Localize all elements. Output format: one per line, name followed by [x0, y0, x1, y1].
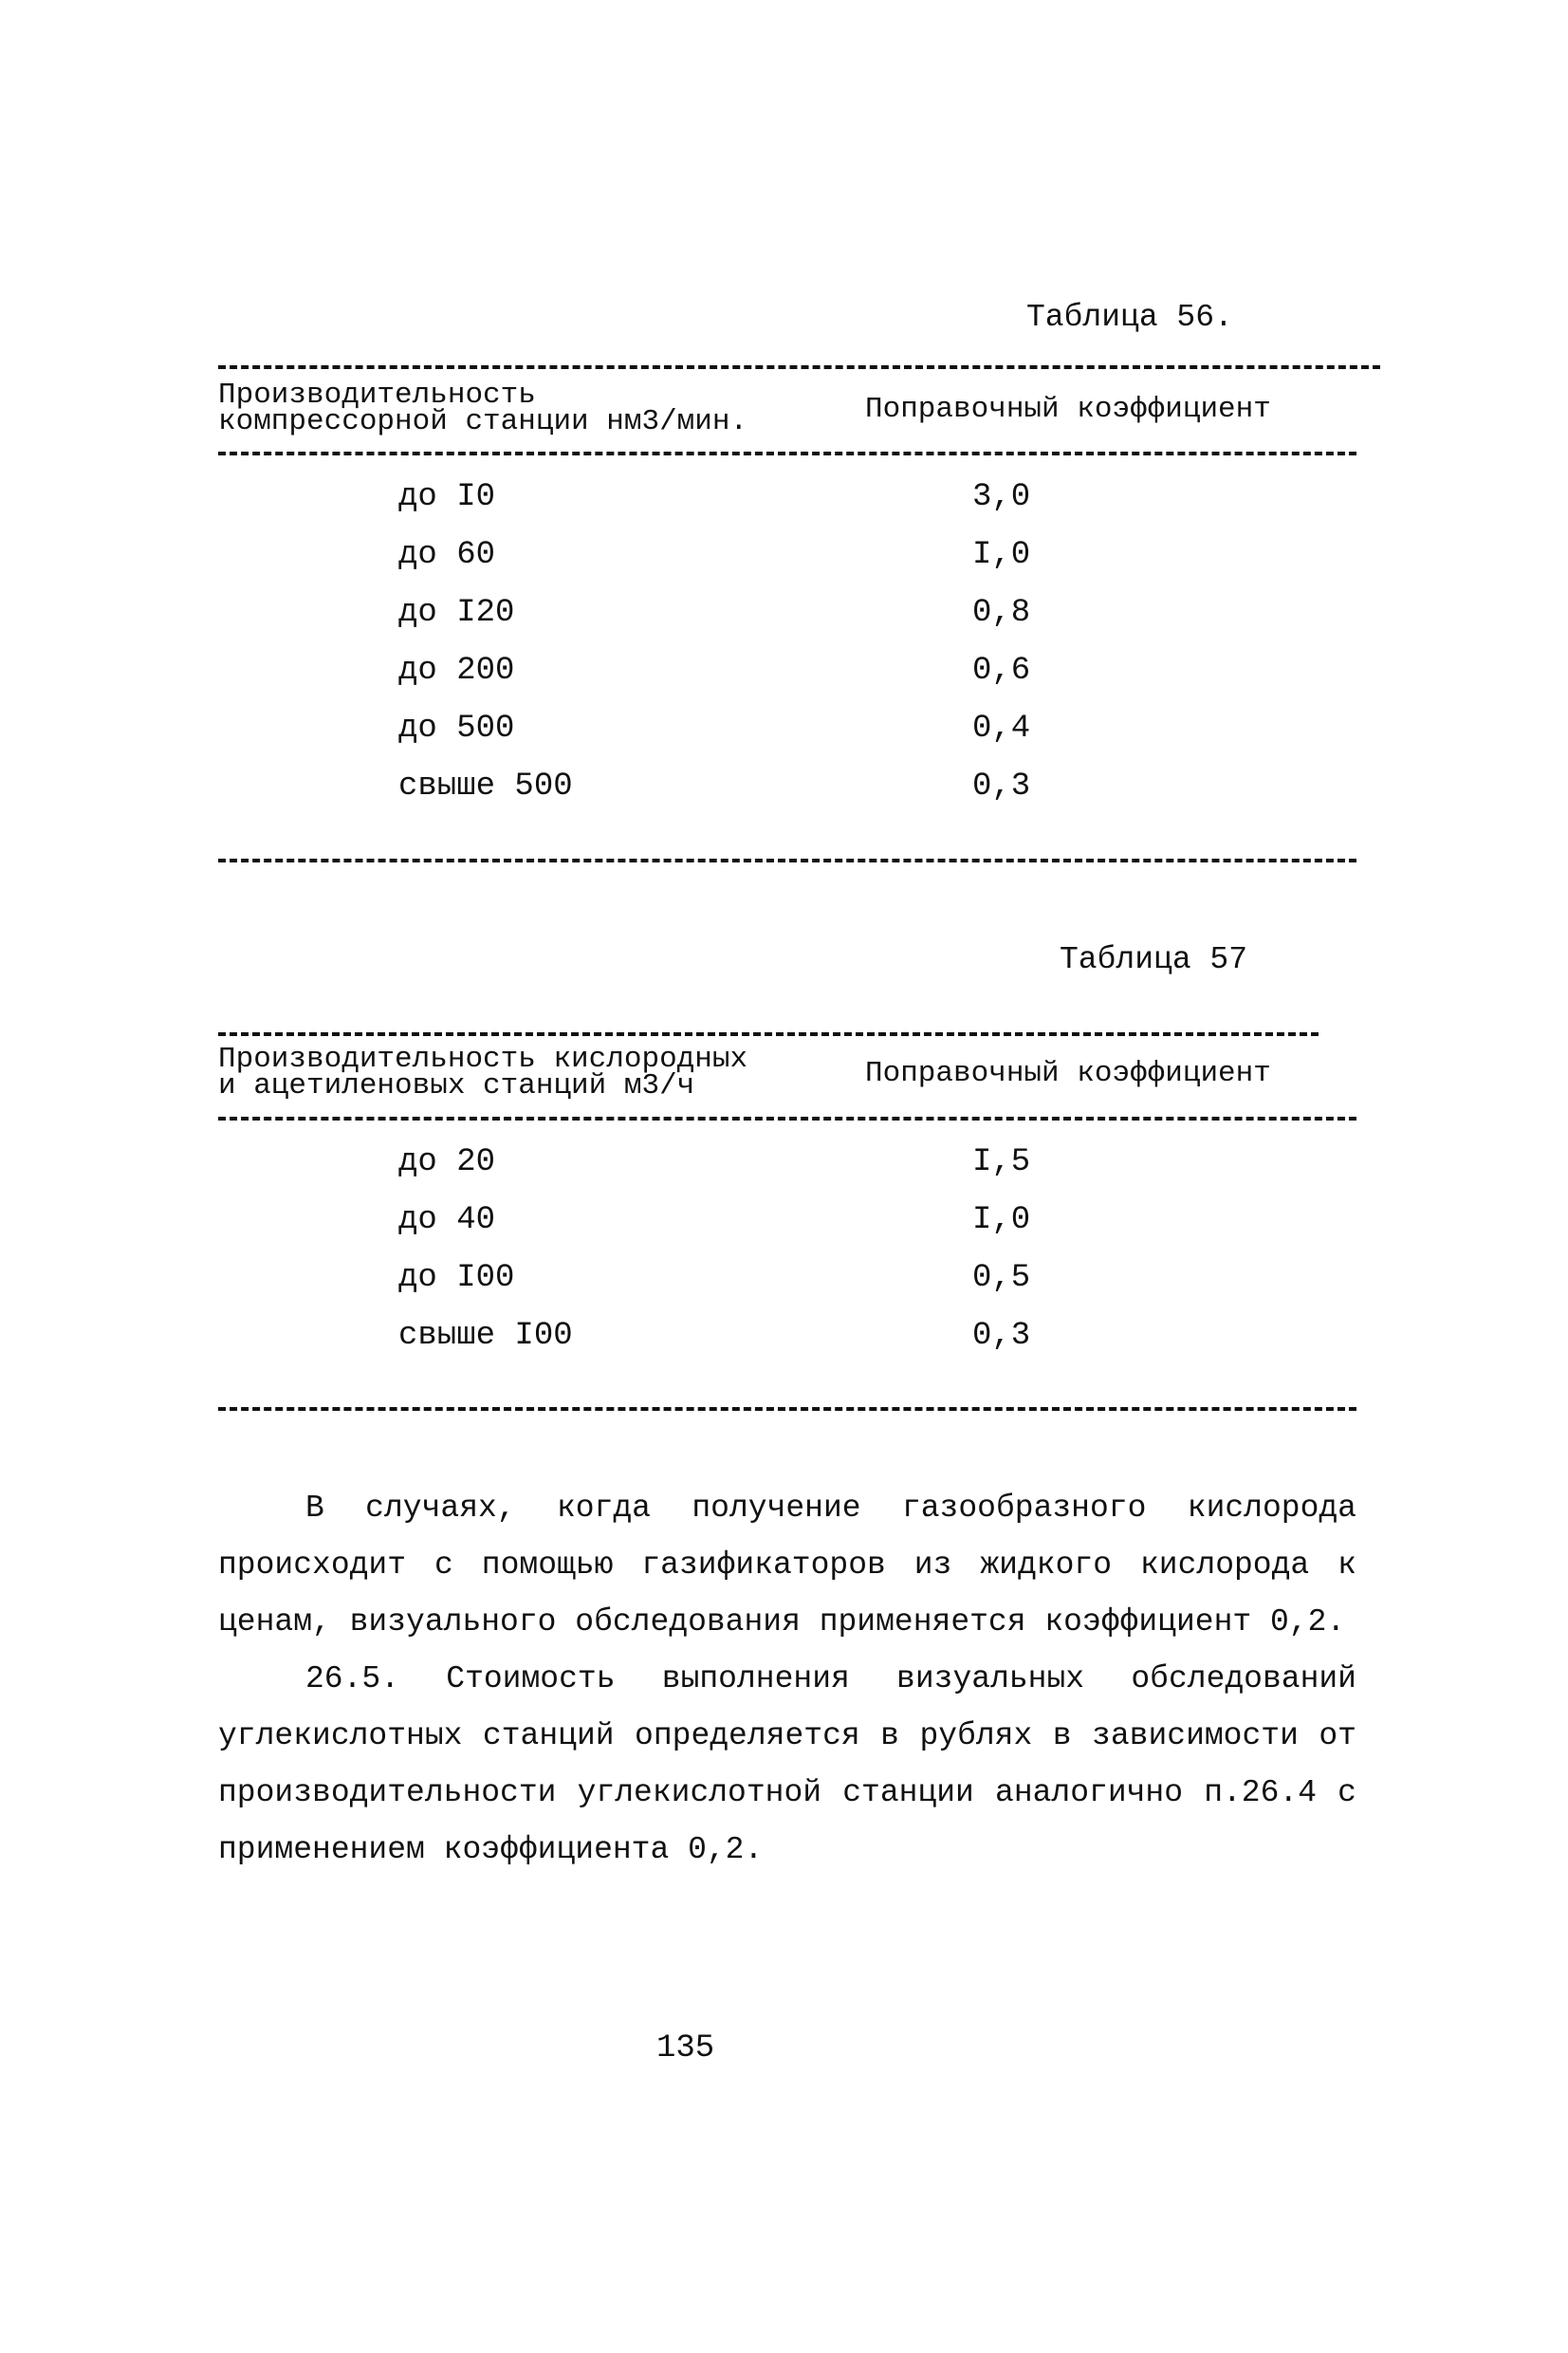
paragraph-26-5: 26.5. Стоимость выполнения визуальных обследований углекислотных станций определяется в рублях в зависимости от производительности углекислотной станции аналогично п.26.4 с применением коэффициента 0,2.: [218, 1661, 1356, 1867]
table56-row-range: до 60: [398, 537, 496, 573]
table56-caption: Таблица 56.: [1026, 300, 1233, 335]
table57-header-col1-line2: и ацетиленовых станций м3/ч: [218, 1069, 695, 1102]
table56-row-coef: 0,6: [972, 653, 1031, 689]
table56-header-rule: [218, 452, 1356, 455]
table57-header-col2: Поправочный коэффициент: [865, 1057, 1271, 1090]
table56-row-range: до I0: [398, 479, 496, 515]
table56-top-rule: [218, 365, 1380, 369]
table56-row-range: до I20: [398, 595, 515, 631]
table56-row-range: до 200: [398, 653, 515, 689]
table56-header-col1-line2: компрессорной станции нм3/мин.: [218, 405, 748, 438]
table56-row-coef: I,0: [972, 537, 1031, 573]
table57-row-coef: 0,5: [972, 1260, 1031, 1296]
body-text: [218, 1480, 1356, 1879]
table56-row-coef: 0,4: [972, 711, 1031, 747]
table57-row-coef: I,0: [972, 1202, 1031, 1238]
table56-header-col1-line1: Производительность: [218, 379, 536, 412]
page-number: 135: [656, 2030, 715, 2066]
table57-row-coef: I,5: [972, 1144, 1031, 1180]
table57-bottom-rule: [218, 1407, 1356, 1411]
table56-row-range: свыше 500: [398, 769, 573, 805]
table57-row-coef: 0,3: [972, 1318, 1031, 1354]
table57-row-range: до I00: [398, 1260, 515, 1296]
table57-header-col1-line1: Производительность кислородных: [218, 1043, 748, 1076]
table56-bottom-rule: [218, 859, 1356, 862]
table56-row-coef: 3,0: [972, 479, 1031, 515]
table56-row-range: до 500: [398, 711, 515, 747]
table56-header-col2: Поправочный коэффициент: [865, 393, 1271, 426]
table56-row-coef: 0,8: [972, 595, 1031, 631]
paragraph-oxygen-gasifiers: В случаях, когда получение газообразного кислорода происходит с помощью газификаторов из жидкого кислорода к ценам, визуального обследования применяется коэффициент 0,2.: [218, 1491, 1356, 1640]
table57-row-range: до 40: [398, 1202, 496, 1238]
table56-row-coef: 0,3: [972, 769, 1031, 805]
table57-header-rule: [218, 1117, 1356, 1121]
table57-row-range: до 20: [398, 1144, 496, 1180]
table57-top-rule: [218, 1032, 1319, 1036]
table57-row-range: свыше I00: [398, 1318, 573, 1354]
table57-caption: Таблица 57: [1060, 942, 1248, 977]
